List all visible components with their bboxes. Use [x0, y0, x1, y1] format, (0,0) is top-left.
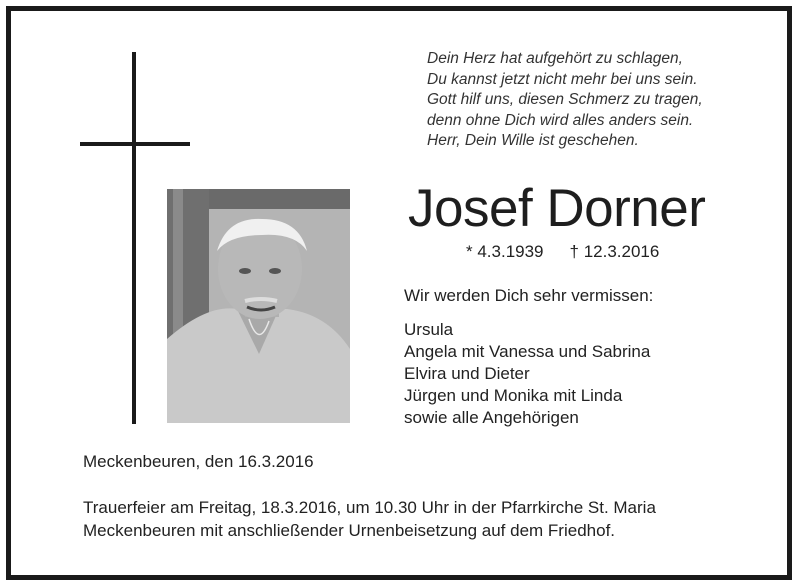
birth-date: * 4.3.1939 — [466, 242, 544, 261]
death-date: † 12.3.2016 — [569, 242, 660, 261]
poem-line: denn ohne Dich wird alles anders sein. — [427, 111, 694, 129]
miss-line: Wir werden Dich sehr vermissen: — [404, 286, 654, 305]
funeral-service-info — [83, 496, 656, 542]
mourner: sowie alle Angehörigen — [404, 408, 579, 427]
service-line: Meckenbeuren mit anschließender Urnenbeisetzung auf dem Friedhof. — [83, 521, 616, 540]
mourner: Angela mit Vanessa und Sabrina — [404, 342, 651, 361]
place-date: Meckenbeuren, den 16.3.2016 — [83, 452, 314, 471]
poem — [427, 49, 747, 152]
mourners-list — [404, 319, 650, 429]
mourner: Elvira und Dieter — [404, 364, 530, 383]
mourner: Ursula — [404, 320, 454, 339]
poem-line: Herr, Dein Wille ist geschehen. — [427, 132, 639, 149]
cross-icon-horizontal — [80, 142, 190, 146]
portrait-photo — [167, 189, 350, 423]
poem-line: Du kannst jetzt nicht mehr bei uns sein. — [427, 70, 698, 88]
poem-line: Gott hilf uns, diesen Schmerz zu tragen, — [427, 91, 703, 108]
poem-line: Dein Herz hat aufgehört zu schlagen, — [427, 50, 683, 67]
cross-icon-vertical — [132, 52, 136, 424]
life-dates — [466, 242, 685, 262]
deceased-name: Josef Dorner — [408, 179, 706, 238]
mourner: Jürgen und Monika mit Linda — [404, 386, 623, 405]
service-line: Trauerfeier am Freitag, 18.3.2016, um 10.30 Uhr in der Pfarrkirche St. Maria — [83, 498, 656, 517]
